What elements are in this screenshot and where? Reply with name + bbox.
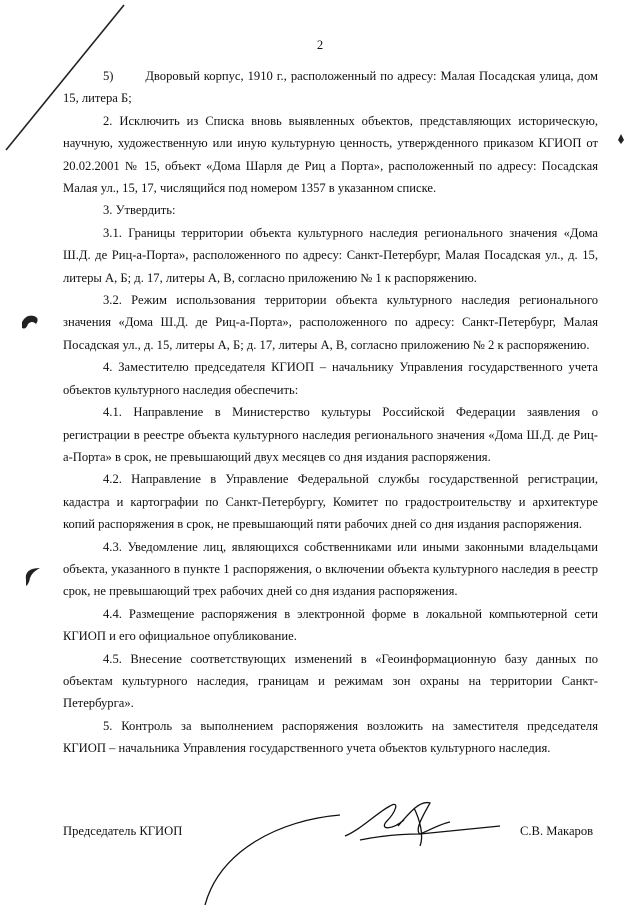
- paragraph-3-2: 3.2. Режим использования территории объекта культурного наследия регионального значения «Дома Ш.Д. де Риц-а-Порта», расположенного по адресу: Санкт-Петербург, Малая Посадская ул., д. 15, литеры А, Б; д. 17, литеры А, В, согласно приложению № 2 к распоряжению.: [63, 293, 598, 352]
- paragraph-4-2: 4.2. Направление в Управление Федеральной службы государственной регистрации, кадастра и картографии по Санкт-Петербургу, Комитет по градостроительству и архитектуре копий распоряжения в срок, не превышающий пяти рабочих дней со дня издания распоряжения.: [63, 472, 598, 532]
- paragraph-5: 5. Контроль за выполнением распоряжения возложить на заместителя председателя КГИОП – начальника Управления государственного учета объектов культурного наследия.: [63, 718, 598, 756]
- paragraph-4-5: 4.5. Внесение соответствующих изменений в «Геоинформационную базу данных по объектам культурного наследия, границам и режимам зон охраны на территории Санкт-Петербурга».: [63, 651, 598, 711]
- document-body: [63, 65, 598, 760]
- paragraph-4-4: 4.4. Размещение распоряжения в электронной форме в локальной компьютерной сети КГИОП и его официальное опубликование.: [63, 606, 598, 644]
- paragraph-4: 4. Заместителю председателя КГИОП – начальнику Управления государственного учета объектов культурного наследия обеспечить:: [63, 360, 598, 397]
- punch-hole-mark-2: [26, 568, 40, 586]
- paragraph-4-3: 4.3. Уведомление лиц, являющихся собственниками или иными законными владельцами объекта, указанного в пункте 1 распоряжения, о включении объекта культурного наследия в реестр срок, не превышающий трех рабочих дней со дня издания распоряжения.: [63, 539, 598, 599]
- paragraph-item-5: 5) Дворовый корпус, 1910 г., расположенный по адресу: Малая Посадская улица, дом 15, литера Б;: [63, 69, 598, 106]
- paragraph-approve: 3. Утвердить:: [103, 203, 176, 218]
- paragraph-3-1: 3.1. Границы территории объекта культурного наследия регионального значения «Дома Ш.Д. де Риц-а-Порта», расположенного по адресу: Санкт-Петербург, Малая Посадская ул., д. 15, литеры А, Б; д. 17, литеры А, В, согласно приложению № 1 к распоряжению.: [63, 225, 598, 285]
- signatory-position: Председатель КГИОП: [63, 824, 183, 838]
- signatory-name: С.В. Макаров: [520, 824, 594, 838]
- edge-mark: [618, 134, 624, 144]
- paragraph-4-1: 4.1. Направление в Министерство культуры Российской Федерации заявления о регистрации в реестре объекта культурного наследия регионального значения «Дома Ш.Д. де Риц-а-Порта» в срок, не превышающий двух месяцев со дня издания распоряжения.: [63, 405, 598, 464]
- handwritten-signature: [205, 803, 500, 905]
- punch-hole-mark-1: [22, 316, 38, 329]
- paragraph-exclude: 2. Исключить из Списка вновь выявленных объектов, представляющих историческую, научную, художественную или иную культурную ценность, утвержденного приказом КГИОП от 20.02.2001 № 15, объект «Дома Шарля де Риц а Порта», расположенный по адресу: Посадская Малая ул., 15, 17, числящийся под номером 1357 в указанном списке.: [63, 113, 598, 196]
- page-number: 2: [316, 38, 324, 52]
